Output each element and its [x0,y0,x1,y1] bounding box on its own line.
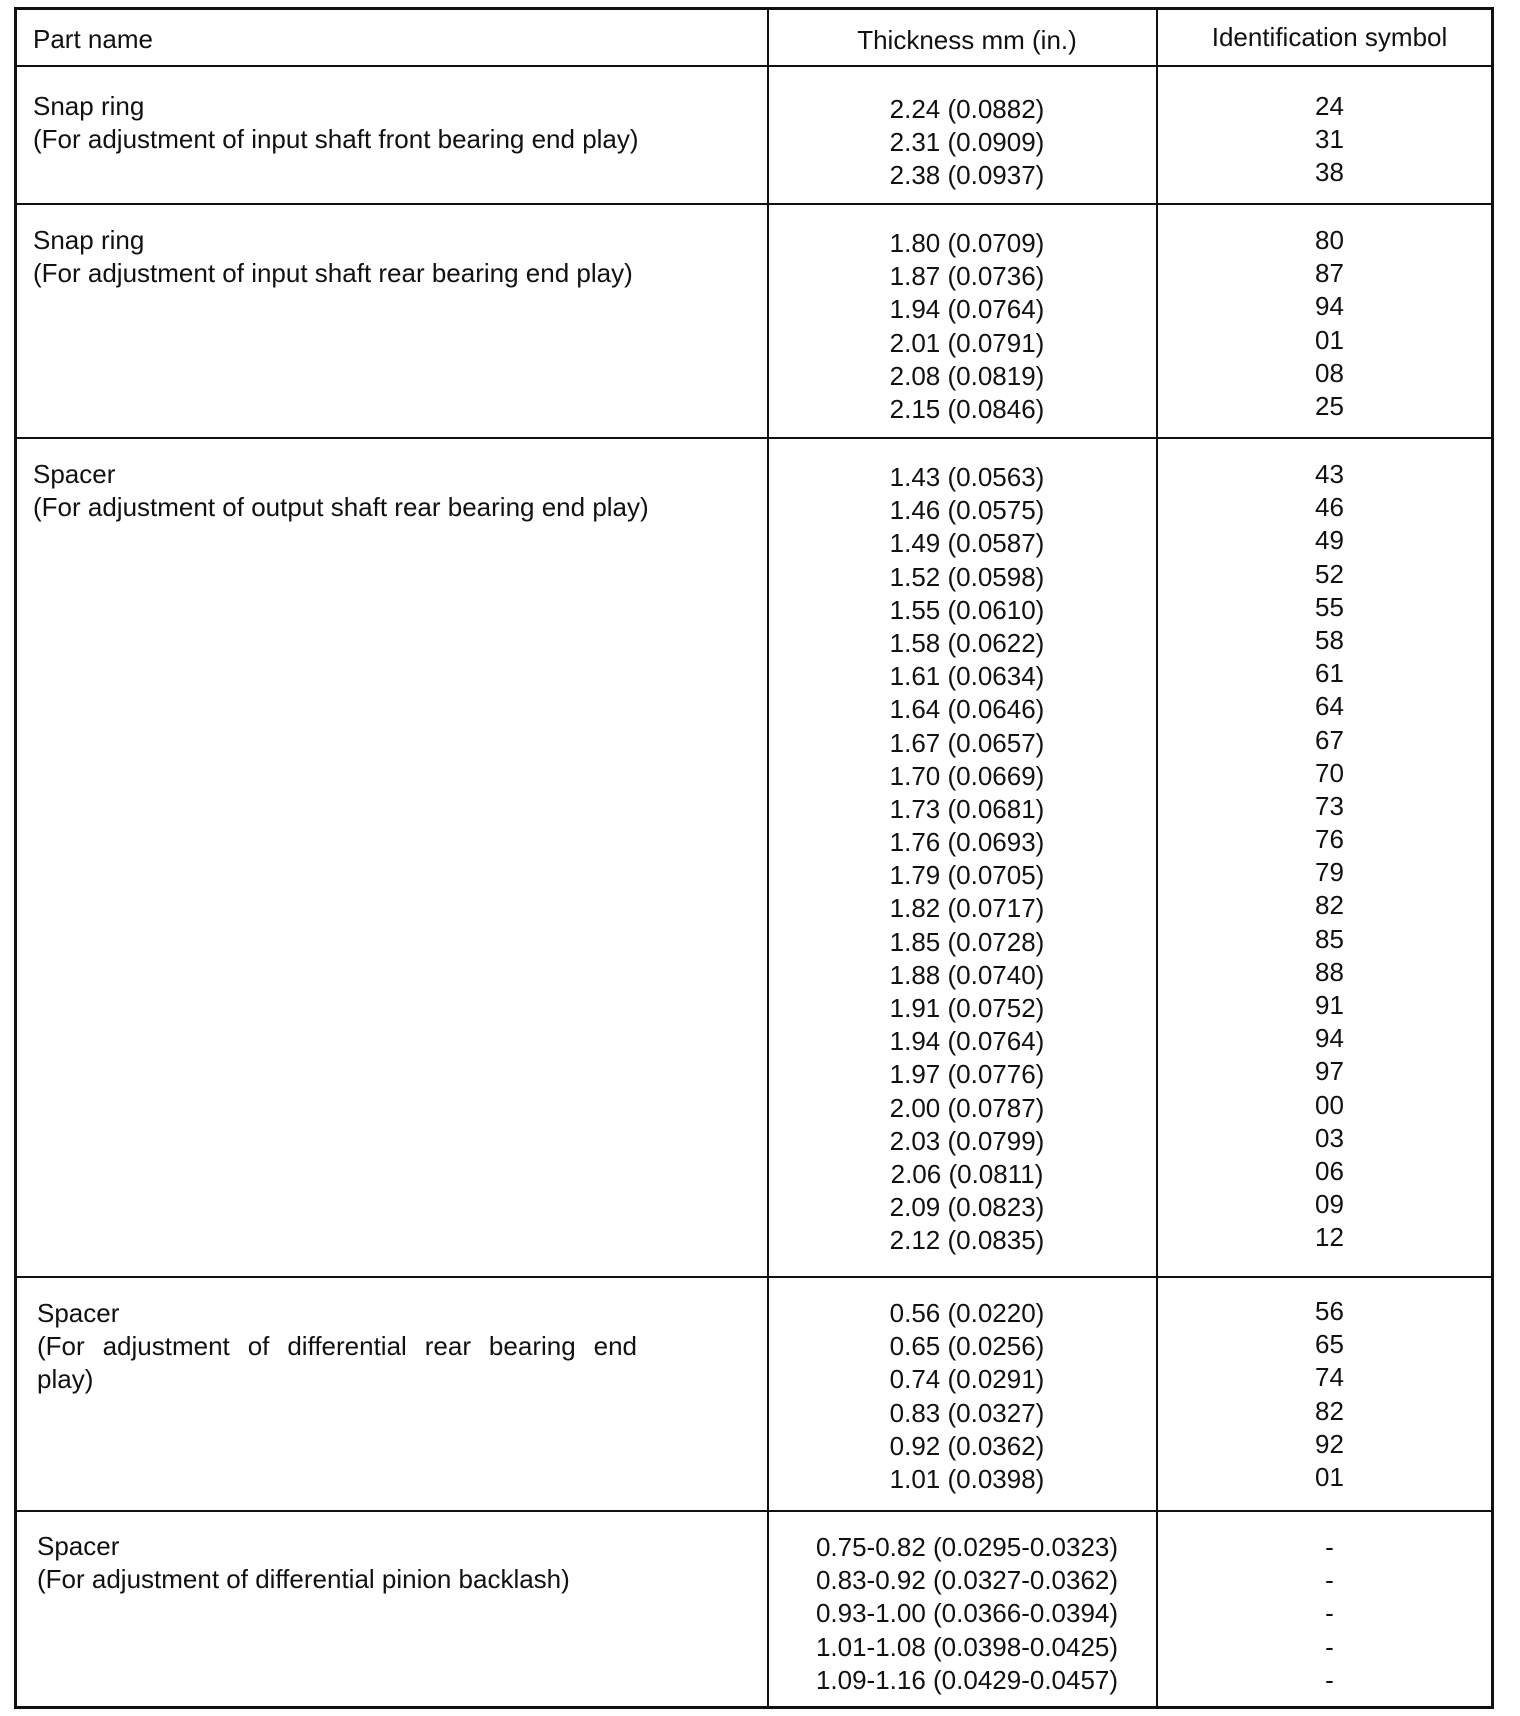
identification-symbol: 85 [1315,923,1344,954]
thickness-value: 1.94 (0.0764) [889,294,1045,325]
part-description: (For adjustment of output shaft rear bearing end play) [33,492,649,523]
symbol-list [1167,1295,1492,1494]
identification-symbol: 74 [1315,1362,1344,1393]
identification-symbol: 46 [1315,492,1344,523]
part-name: Spacer [37,1531,120,1561]
group-part-name [37,1530,737,1596]
thickness-value: 1.88 (0.0740) [889,959,1045,990]
thickness-value: 1.01 (0.0398) [889,1463,1045,1494]
row-divider [17,65,1491,67]
thickness-value: 1.76 (0.0693) [889,827,1045,858]
identification-symbol: 52 [1315,558,1344,589]
row-divider [17,1276,1491,1278]
identification-symbol: 80 [1315,225,1344,255]
thickness-value: 2.06 (0.0811) [890,1158,1044,1189]
thickness-value: 2.08 (0.0819) [889,360,1045,391]
part-name: Spacer [33,459,116,489]
thickness-value: 0.65 (0.0256) [889,1331,1045,1362]
thickness-value: 2.38 (0.0937) [889,160,1045,191]
identification-symbol: 82 [1315,890,1344,921]
identification-symbol: - [1325,1631,1334,1662]
identification-symbol: 38 [1315,157,1344,188]
identification-symbol: 58 [1315,624,1344,655]
identification-symbol: 00 [1315,1089,1344,1120]
identification-symbol: - [1325,1532,1334,1562]
thickness-value: 2.31 (0.0909) [889,127,1045,158]
thickness-list [777,1297,1157,1496]
identification-symbol: 67 [1315,724,1344,755]
identification-symbol: 91 [1315,990,1344,1020]
row-divider [17,1510,1491,1512]
thickness-value: 2.03 (0.0799) [889,1125,1045,1156]
identification-symbol: 79 [1315,857,1344,888]
thickness-value: 1.85 (0.0728) [889,926,1045,957]
thickness-value: 0.92 (0.0362) [889,1430,1045,1461]
thickness-value: 1.80 (0.0709) [889,228,1045,258]
identification-symbol: 61 [1315,658,1344,689]
thickness-value: 2.12 (0.0835) [889,1225,1045,1256]
identification-symbol: 12 [1315,1222,1344,1253]
part-description: (For adjustment of input shaft front bearing end play) [33,124,639,155]
header-part-name: Part name [33,24,153,54]
identification-symbol: 49 [1315,525,1344,556]
thickness-value: 2.09 (0.0823) [889,1192,1045,1223]
identification-symbol: 94 [1315,291,1344,322]
identification-symbol: 09 [1315,1189,1344,1220]
thickness-value: 1.52 (0.0598) [889,561,1045,592]
thickness-value: 2.24 (0.0882) [889,94,1045,124]
part-description: (For adjustment of differential rear bearing end [37,1331,637,1362]
group-part-name [37,1297,737,1397]
thickness-list [777,227,1157,426]
header-identification-symbol: Identification symbol [1211,22,1448,52]
identification-symbol: 64 [1315,691,1344,722]
symbol-list [1167,1531,1492,1697]
identification-symbol: 56 [1315,1296,1344,1326]
thickness-value: 1.01-1.08 (0.0398-0.0425) [815,1631,1119,1662]
group-part-name [33,458,733,524]
parts-table [14,7,1494,1709]
header-thickness: Thickness mm (in.) [857,25,1077,55]
thickness-value: 0.83 (0.0327) [889,1397,1045,1428]
thickness-value: 2.01 (0.0791) [889,327,1045,358]
identification-symbol: 01 [1315,1461,1344,1492]
part-name: Snap ring [33,225,145,255]
thickness-value: 1.79 (0.0705) [889,860,1045,891]
identification-symbol: 88 [1315,956,1344,987]
identification-symbol: 76 [1315,824,1344,855]
part-name: Snap ring [33,91,145,121]
thickness-value: 1.43 (0.0563) [889,462,1045,492]
thickness-value: 0.74 (0.0291) [889,1364,1045,1395]
thickness-value: 1.58 (0.0622) [889,627,1045,658]
identification-symbol: - [1325,1565,1334,1596]
identification-symbol: 25 [1315,390,1344,421]
identification-symbol: 92 [1315,1428,1344,1459]
thickness-value: 1.09-1.16 (0.0429-0.0457) [815,1664,1119,1695]
thickness-value: 0.93-1.00 (0.0366-0.0394) [815,1598,1119,1629]
thickness-value: 1.64 (0.0646) [889,694,1045,725]
thickness-value: 1.91 (0.0752) [889,993,1045,1023]
identification-symbol: - [1325,1664,1334,1695]
identification-symbol: 43 [1315,459,1344,489]
thickness-value: 1.70 (0.0669) [889,760,1045,791]
group-part-name [33,224,733,290]
symbol-list [1167,458,1492,1255]
thickness-value: 1.67 (0.0657) [889,727,1045,758]
symbol-list [1167,90,1492,190]
thickness-value: 1.94 (0.0764) [889,1026,1045,1057]
identification-symbol: 94 [1315,1023,1344,1054]
part-name: Spacer [37,1298,120,1328]
thickness-value: 2.15 (0.0846) [889,393,1045,424]
thickness-value: 1.49 (0.0587) [889,528,1045,559]
identification-symbol: 06 [1315,1155,1344,1186]
identification-symbol: 01 [1315,324,1344,355]
column-divider [767,10,769,1706]
thickness-value: 1.87 (0.0736) [889,261,1045,292]
identification-symbol: 87 [1315,258,1344,289]
part-description-continued: play) [37,1364,94,1395]
identification-symbol: 82 [1315,1395,1344,1426]
thickness-value: 0.83-0.92 (0.0327-0.0362) [815,1565,1119,1596]
symbol-list [1167,224,1492,423]
identification-symbol: 73 [1315,790,1344,821]
group-part-name [33,90,733,156]
thickness-value: 0.75-0.82 (0.0295-0.0323) [815,1532,1119,1562]
thickness-value: 2.00 (0.0787) [889,1092,1045,1123]
identification-symbol: 70 [1315,757,1344,788]
thickness-list [777,461,1157,1258]
thickness-list [777,1531,1157,1697]
identification-symbol: 65 [1315,1329,1344,1360]
thickness-value: 1.46 (0.0575) [889,495,1045,526]
identification-symbol: 08 [1315,357,1344,388]
thickness-value: 1.61 (0.0634) [889,661,1045,692]
identification-symbol: 97 [1315,1056,1344,1087]
identification-symbol: 03 [1315,1122,1344,1153]
thickness-value: 0.56 (0.0220) [889,1298,1045,1328]
identification-symbol: 55 [1315,591,1344,622]
identification-symbol: - [1325,1598,1334,1629]
part-description: (For adjustment of input shaft rear bearing end play) [33,258,633,289]
thickness-list [777,93,1157,193]
thickness-value: 1.55 (0.0610) [889,594,1045,625]
identification-symbol: 31 [1315,124,1344,155]
thickness-value: 1.82 (0.0717) [889,893,1045,924]
row-divider [17,203,1491,205]
row-divider [17,437,1491,439]
identification-symbol: 24 [1315,91,1344,121]
thickness-value: 1.73 (0.0681) [889,793,1045,824]
part-description: (For adjustment of differential pinion backlash) [37,1564,570,1595]
thickness-value: 1.97 (0.0776) [889,1059,1045,1090]
